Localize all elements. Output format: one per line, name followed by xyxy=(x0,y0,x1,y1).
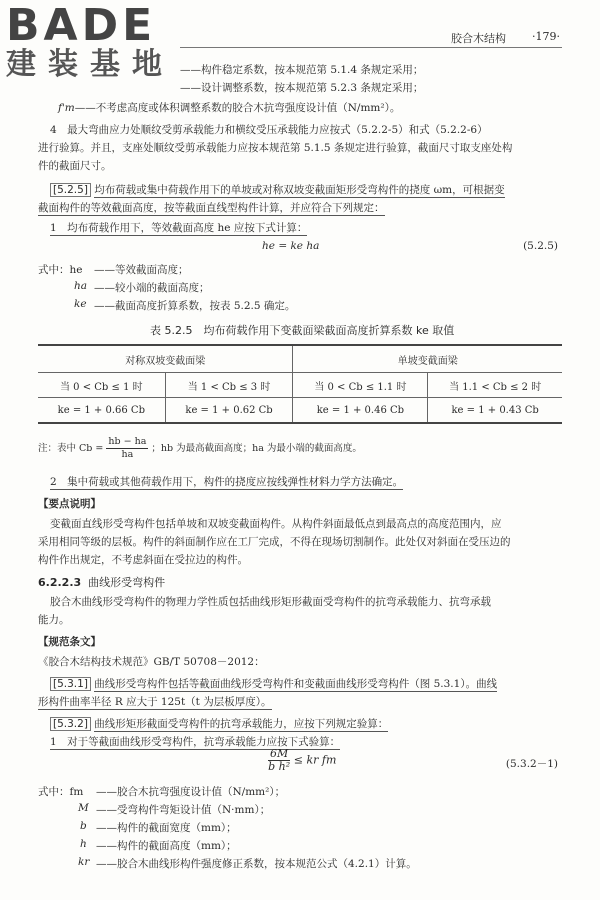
clause-text: 均布荷载或集中荷载作用下的单坡或对称双坡变截面矩形受弯构件的挠度 ωm，可根据变 xyxy=(94,184,505,196)
text-line xyxy=(38,200,385,215)
table-row xyxy=(38,345,562,373)
clause-text: 截面构件的等效截面高度，按等截面直线型构件计算，并应符合下列规定： xyxy=(38,202,385,214)
reduction-factor-table xyxy=(38,344,562,424)
text-line: 胶合木曲线形受弯构件的物理力学性质包括曲线形矩形截面受弯构件的抗弯承载能力、抗弯承载 xyxy=(50,596,491,608)
table-title: 表 5.2.5 均布荷载作用下变截面梁截面高度折算系数 ke 取值 xyxy=(150,324,455,337)
clause-5-3-2 xyxy=(50,716,388,731)
fraction-denominator: b h² xyxy=(268,760,291,773)
clause-tag: [5.3.2] xyxy=(50,717,91,731)
fraction-numerator: 6M xyxy=(270,747,289,760)
standard-reference: 《胶合木结构技术规范》GB/T 50708－2012： xyxy=(38,656,265,668)
section-name: 曲线形受弯构件 xyxy=(88,576,166,589)
equation-number: (5.2.5) xyxy=(523,240,558,252)
text-line: 进行验算。并且，支座处顺纹受剪承载能力应按本规范第 5.1.5 条规定进行验算，截面尺寸取支座处构 xyxy=(38,142,513,154)
header-rule xyxy=(180,47,562,48)
text-line: 能力。 xyxy=(38,614,70,626)
note-text: ；hb 为最高截面高度；ha 为最小端的截面高度。 xyxy=(151,443,362,454)
table-cell: 当 1 < Cb ≤ 3 时 xyxy=(165,373,293,398)
equation: he = ke ha xyxy=(262,240,320,252)
clause-text: 曲线形受弯构件包括等截面曲线形受弯构件和变截面曲线形受弯构件（图 5.3.1）。曲线 xyxy=(94,678,498,690)
text-line xyxy=(50,474,403,489)
where-text: ——胶合木抗弯强度设计值（N/mm²）； xyxy=(96,786,286,798)
equation-rhs: ≤ kr fm xyxy=(293,753,337,767)
section-number: 6.2.2.3 xyxy=(38,576,82,589)
table-header: 对称双坡变截面梁 xyxy=(38,345,293,373)
where-label: M xyxy=(78,802,89,814)
fraction xyxy=(106,436,148,461)
where-label: kr xyxy=(78,856,90,868)
clause-text: 曲线形矩形截面受弯构件的抗弯承载能力，应按下列规定验算： xyxy=(94,718,389,730)
where-label: ha xyxy=(74,280,88,292)
fraction xyxy=(268,748,290,773)
table-note xyxy=(38,436,362,461)
logo-subtext: 建装基地 xyxy=(6,47,174,82)
clause-text: 2 集中荷载或其他荷载作用下，构件的挠度应按线弹性材料力学方法确定。 xyxy=(50,476,404,488)
table-cell: ke = 1 + 0.46 Cb xyxy=(293,398,428,424)
text-line: ——设计调整系数，按本规范第 5.2.3 条规定采用； xyxy=(180,82,424,94)
clause-tag: [5.3.1] xyxy=(50,677,91,691)
table-row xyxy=(38,398,562,424)
where-text: ——等效截面高度； xyxy=(94,264,189,276)
table-cell: ke = 1 + 0.66 Cb xyxy=(38,398,165,424)
clause-5-2-5 xyxy=(50,182,505,197)
table-cell: 当 0 < Cb ≤ 1 时 xyxy=(38,373,165,398)
text-line xyxy=(58,100,400,115)
text-line xyxy=(50,734,340,749)
table-row xyxy=(38,373,562,398)
where-text: ——截面高度折算系数，按表 5.2.5 确定。 xyxy=(94,300,296,312)
note-text: 注：表中 Cb = xyxy=(38,443,104,454)
table-cell: 当 1.1 < Cb ≤ 2 时 xyxy=(428,373,562,398)
symbol: f'm xyxy=(58,102,75,114)
text-line xyxy=(50,220,307,235)
section-title xyxy=(38,574,165,590)
text-span: ——不考虑高度或体积调整系数的胶合木抗弯强度设计值（N/mm²）。 xyxy=(74,102,401,114)
clause-text: 1 均布荷载作用下，等效截面高度 he 应按下式计算： xyxy=(50,222,308,234)
section-heading: 【规范条文】 xyxy=(38,636,101,648)
equation-number: (5.3.2－1) xyxy=(505,758,558,770)
clause-text: 形构件曲率半径 R 应大于 125t（t 为层板厚度）。 xyxy=(38,696,272,708)
text-line: 4 最大弯曲应力处顺纹受剪承载能力和横纹受压承载能力应按式（5.2.2-5）和式（5.2.2-6） xyxy=(50,124,488,136)
where-label: ke xyxy=(74,298,87,310)
table-cell: ke = 1 + 0.62 Cb xyxy=(165,398,293,424)
logo-text: BADE xyxy=(6,0,157,51)
running-header-title: 胶合木结构 xyxy=(451,32,506,45)
clause-5-3-1 xyxy=(50,676,497,691)
text-line: 件的截面尺寸。 xyxy=(38,160,112,172)
equation xyxy=(268,748,336,773)
where-label: 式中：fm xyxy=(38,786,84,798)
table-cell: ke = 1 + 0.43 Cb xyxy=(428,398,562,424)
section-heading: 【要点说明】 xyxy=(38,498,101,510)
clause-tag: [5.2.5] xyxy=(50,183,91,197)
clause-text: 1 对于等截面曲线形受弯构件，抗弯承载能力应按下式验算： xyxy=(50,736,341,748)
where-label: b xyxy=(80,820,87,832)
fraction-numerator: hb − ha xyxy=(108,436,147,447)
where-text: ——胶合木曲线形构件强度修正系数，按本规范公式（4.2.1）计算。 xyxy=(96,858,417,870)
where-label: h xyxy=(80,838,87,850)
text-line xyxy=(38,694,272,709)
where-text: ——构件的截面宽度（mm）； xyxy=(96,822,237,834)
text-line: 构件作出规定，不考虑斜面在受拉边的构件。 xyxy=(38,554,248,566)
fraction-denominator: ha xyxy=(121,449,134,460)
where-text: ——构件的截面高度（mm）； xyxy=(96,840,237,852)
text-line: ——构件稳定系数，按本规范第 5.1.4 条规定采用； xyxy=(180,64,424,76)
where-text: ——较小端的截面高度； xyxy=(94,282,210,294)
where-label: 式中：he xyxy=(38,264,83,276)
table-cell: 当 0 < Cb ≤ 1.1 时 xyxy=(293,373,428,398)
page-number: ·179· xyxy=(532,30,560,43)
where-text: ——受弯构件弯矩设计值（N·mm）； xyxy=(96,804,271,816)
table-header: 单坡变截面梁 xyxy=(293,345,562,373)
text-line: 变截面直线形受弯构件包括单坡和双坡变截面构件。从构件斜面最低点到最高点的高度范围内，应 xyxy=(50,518,502,530)
logo xyxy=(6,0,174,82)
text-line: 采用相同等级的层板。构件的斜面制作应在工厂完成，不得在现场切割制作。此处仅对斜面在受压边的 xyxy=(38,536,511,548)
